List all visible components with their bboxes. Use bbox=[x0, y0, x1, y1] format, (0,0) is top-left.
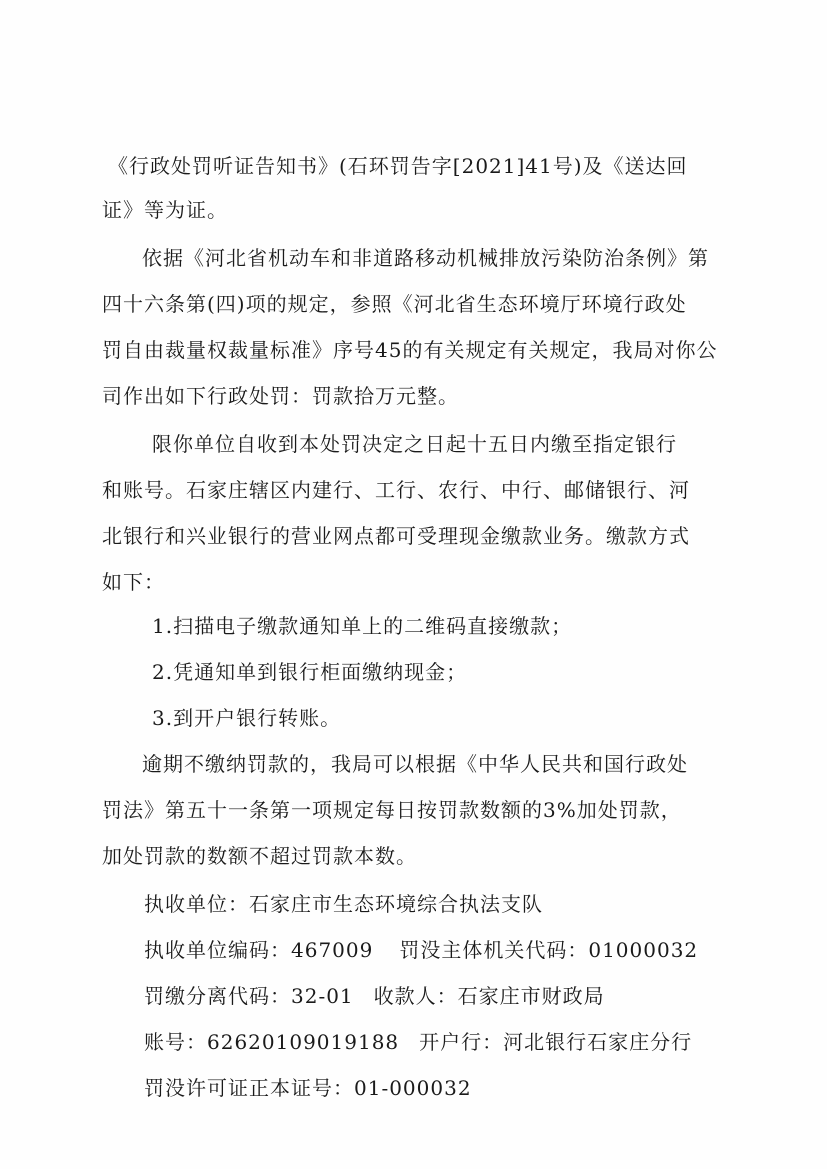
text-line: 罚自由裁量权裁量标准》序号45的有关规定有关规定，我局对你公 bbox=[102, 338, 718, 362]
license-value: 01-000032 bbox=[354, 1076, 472, 1100]
bank-value: 河北银行石家庄分行 bbox=[503, 1030, 693, 1054]
license-label: 罚没许可证正本证号： bbox=[144, 1076, 354, 1100]
separation-code bbox=[144, 976, 354, 1016]
text-line: 逾期不缴纳罚款的，我局可以根据《中华人民共和国行政处 bbox=[142, 752, 688, 776]
payment-info-row bbox=[144, 1022, 692, 1062]
separation-code-label: 罚缴分离代码： bbox=[144, 984, 291, 1008]
account bbox=[144, 1022, 399, 1062]
payee bbox=[374, 976, 605, 1016]
list-item: 1.扫描电子缴款通知单上的二维码直接缴款； bbox=[152, 614, 573, 638]
text-line: 证》等为证。 bbox=[102, 198, 228, 222]
text-line: 《行政处罚听证告知书》(石环罚告字[2021]41号)及《送达回 bbox=[108, 154, 688, 178]
payee-label: 收款人： bbox=[373, 984, 458, 1008]
list-item: 2.凭通知单到银行柜面缴纳现金； bbox=[152, 660, 468, 684]
account-value: 62620109019188 bbox=[207, 1030, 400, 1054]
separation-code-value: 32-01 bbox=[291, 984, 354, 1008]
text-line: 限你单位自收到本处罚决定之日起十五日内缴至指定银行 bbox=[152, 432, 677, 456]
text-line: 依据《河北省机动车和非道路移动机械排放污染防治条例》第 bbox=[142, 246, 709, 270]
text-line: 如下： bbox=[102, 570, 165, 594]
account-label: 账号： bbox=[144, 1030, 207, 1054]
text-line: 司作出如下行政处罚：罚款拾万元整。 bbox=[102, 384, 459, 408]
authority-code-label: 罚没主体机关代码： bbox=[399, 938, 589, 962]
unit-code-label: 执收单位编码： bbox=[144, 938, 291, 962]
text-line: 加处罚款的数额不超过罚款本数。 bbox=[102, 844, 417, 868]
unit-code-value: 467009 bbox=[291, 938, 374, 962]
unit-code bbox=[144, 930, 373, 970]
text-line: 北银行和兴业银行的营业网点都可受理现金缴款业务。缴款方式 bbox=[102, 524, 690, 548]
text-line: 罚法》第五十一条第一项规定每日按罚款数额的3%加处罚款， bbox=[102, 798, 682, 822]
text-line: 四十六条第(四)项的规定，参照《河北省生态环境厅环境行政处 bbox=[102, 292, 687, 316]
payment-info-row bbox=[144, 976, 605, 1016]
authority-code bbox=[399, 930, 698, 970]
bank bbox=[419, 1022, 692, 1062]
text-line: 和账号。石家庄辖区内建行、工行、农行、中行、邮储银行、河 bbox=[102, 478, 690, 502]
bank-label: 开户行： bbox=[419, 1030, 504, 1054]
license-number bbox=[144, 1068, 472, 1108]
list-item: 3.到开户银行转账。 bbox=[152, 706, 342, 730]
payment-info-row bbox=[144, 930, 698, 970]
collecting-unit: 执收单位：石家庄市生态环境综合执法支队 bbox=[144, 892, 543, 916]
payee-value: 石家庄市财政局 bbox=[457, 984, 605, 1008]
authority-code-value: 01000032 bbox=[588, 938, 699, 962]
